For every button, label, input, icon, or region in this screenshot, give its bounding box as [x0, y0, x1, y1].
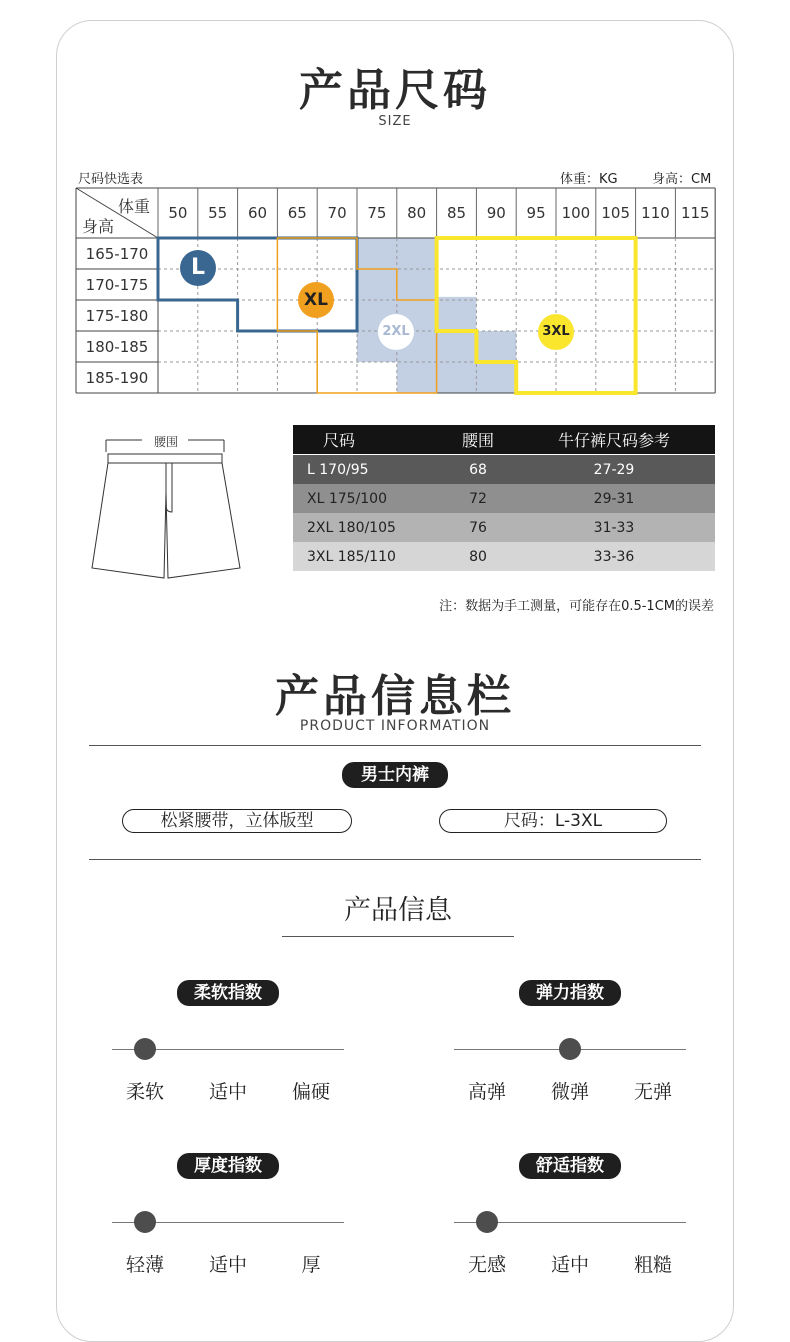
weight-label: 60: [247, 204, 268, 222]
scale-label: 无感: [467, 1254, 506, 1276]
scale-indicator: [559, 1038, 581, 1060]
corner-height-label: 身高: [82, 217, 115, 236]
scale-label: 柔软: [125, 1081, 164, 1103]
height-label: 165-170: [85, 244, 149, 263]
weight-label: 50: [168, 204, 188, 222]
scale-label: 适中: [208, 1254, 247, 1276]
row-waist: 72: [469, 490, 487, 507]
badge-XL: XL: [298, 282, 334, 318]
scale-label: 适中: [550, 1254, 589, 1276]
weight-label: 115: [680, 204, 710, 222]
product-info-heading: 产品信息: [344, 895, 452, 926]
row-size: 3XL 185/110: [307, 548, 396, 565]
weight-label: 80: [407, 204, 427, 222]
quick-select-label: 尺码快选表: [78, 172, 144, 187]
scale-label: 无弹: [633, 1081, 672, 1103]
row-size: XL 175/100: [307, 490, 388, 507]
height-label: 185-190: [85, 368, 149, 387]
weight-label: 55: [208, 204, 228, 222]
scale-indicator: [476, 1211, 498, 1233]
corner-weight-label: 体重: [118, 197, 151, 216]
height-unit-label: 身高：CM: [652, 172, 712, 187]
table-row: [293, 513, 715, 542]
scale-label: 粗糙: [633, 1254, 672, 1276]
info-title: 产品信息栏: [275, 671, 515, 722]
scale-label: 轻薄: [125, 1254, 164, 1276]
weight-label: 70: [327, 204, 347, 222]
scale-label: 适中: [208, 1081, 247, 1103]
size-grid: [0, 0, 790, 400]
weight-label: 110: [641, 204, 670, 222]
row-jeans: 31-33: [593, 519, 635, 536]
scale-label: 高弹: [467, 1081, 506, 1103]
header-size: 尺码: [323, 431, 356, 450]
index-title: 柔软指数: [177, 980, 279, 1006]
row-jeans: 29-31: [593, 490, 635, 507]
scale-label: 厚: [301, 1254, 321, 1276]
row-size: L 170/95: [307, 461, 369, 478]
weight-label: 75: [367, 204, 387, 222]
weight-label: 100: [561, 204, 591, 222]
divider: [282, 936, 514, 937]
weight-label: 105: [601, 204, 631, 222]
size-subtitle: SIZE: [378, 114, 412, 129]
height-label: 170-175: [85, 275, 149, 294]
badge-3XL: 3XL: [538, 314, 574, 350]
weight-label: 95: [526, 204, 546, 222]
row-jeans: 33-36: [593, 548, 635, 565]
size-table-header: [293, 425, 715, 454]
index-title: 弹力指数: [519, 980, 621, 1006]
weight-label: 90: [486, 204, 506, 222]
size-title: 产品尺码: [299, 65, 491, 116]
measurement-note: 注：数据为手工测量，可能存在0.5-1CM的误差: [439, 599, 714, 614]
scale-label: 微弹: [550, 1081, 589, 1103]
height-label: 175-180: [85, 306, 149, 325]
header-jeans: 牛仔裤尺码参考: [557, 431, 670, 450]
divider: [89, 745, 701, 746]
info-subtitle: PRODUCT INFORMATION: [299, 718, 491, 734]
weight-unit-label: 体重：KG: [560, 172, 618, 187]
weight-label: 85: [446, 204, 467, 222]
table-row: [293, 542, 715, 571]
header-waist: 腰围: [461, 431, 494, 450]
size-range-pill: 尺码：L-3XL: [439, 809, 667, 833]
badge-2XL: 2XL: [378, 314, 414, 350]
divider: [89, 859, 701, 860]
row-waist: 80: [469, 548, 487, 565]
shorts-illustration: [86, 432, 246, 582]
feature-pill: 松紧腰带，立体版型: [122, 809, 352, 833]
scale-indicator: [134, 1211, 156, 1233]
table-row: [293, 484, 715, 513]
scale-label: 偏硬: [291, 1081, 330, 1103]
height-label: 180-185: [85, 337, 149, 356]
table-row: [293, 455, 715, 484]
weight-label: 65: [287, 204, 307, 222]
badge-L: L: [180, 250, 216, 286]
index-title: 舒适指数: [519, 1153, 621, 1179]
waist-label: 腰围: [153, 435, 178, 449]
index-title: 厚度指数: [177, 1153, 279, 1179]
row-jeans: 27-29: [593, 461, 635, 478]
scale-indicator: [134, 1038, 156, 1060]
row-waist: 68: [469, 461, 487, 478]
row-waist: 76: [469, 519, 487, 536]
row-size: 2XL 180/105: [307, 519, 396, 536]
product-name-badge: 男士内裤: [342, 762, 448, 788]
